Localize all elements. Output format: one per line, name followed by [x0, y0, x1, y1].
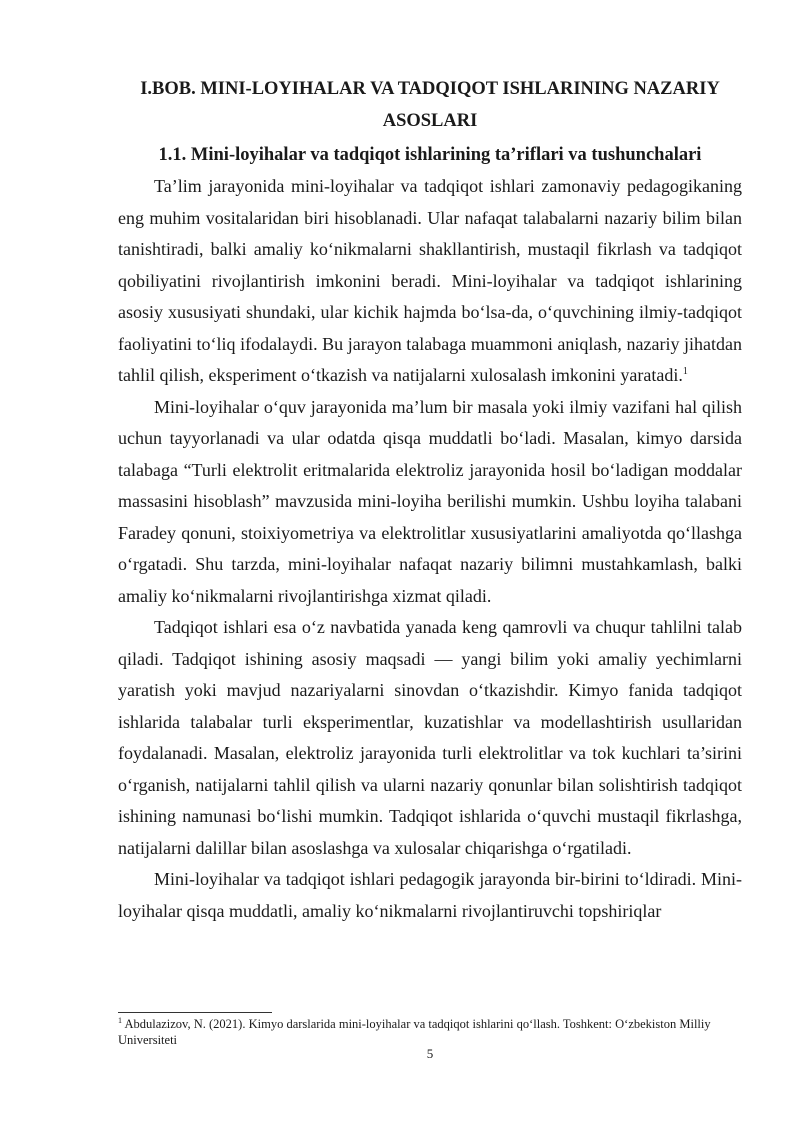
section-title: 1.1. Mini-loyihalar va tadqiqot ishlarining ta’riflari va tushunchalari	[158, 145, 702, 165]
body-text	[118, 171, 742, 927]
paragraph-3: Tadqiqot ishlari esa oʻz navbatida yanada keng qamrovli va chuqur tahlilni talab qiladi. Tadqiqot ishining asosiy maqsadi — yangi bilim yoki amaliy yechimlarni yaratish yoki mavjud nazariyalarni sinovdan oʻtkazishdir. Kimyo fanida tadqiqot ishlarida talabalar turli eksperimentlar, kuzatishlar va modellashtirish usullaridan foydalanadi. Masalan, elektroliz jarayonida turli elektrolitlar va tok kuchlari ta’sirini oʻrganish, natijalarni tahlil qilish va ularni nazariy qonunlar bilan solishtirish tadqiqot ishining namunasi boʻlishi mumkin. Tadqiqot ishlarida oʻquvchi mustaqil fikrlashga, natijalarni dalillar bilan asoslashga va xulosalar chiqarishga oʻrgatiladi.	[118, 617, 742, 858]
footnote-text: Abdulazizov, N. (2021). Kimyo darslarida mini-loyihalar va tadqiqot ishlarini qoʻllash. Toshkent: Oʻzbekiston Milliy Universiteti	[118, 1017, 711, 1047]
page-number: 5	[426, 1046, 434, 1061]
footnote-separator	[118, 1012, 272, 1013]
paragraph-4: Mini-loyihalar va tadqiqot ishlari pedagogik jarayonda bir-birini toʻldiradi. Mini-loyihalar qisqa muddatli, amaliy koʻnikmalarni rivojlantiruvchi topshiriqlar	[118, 869, 742, 921]
paragraph-2: Mini-loyihalar oʻquv jarayonida ma’lum bir masala yoki ilmiy vazifani hal qilish uchun tayyorlanadi va ular odatda qisqa muddatli boʻladi. Masalan, kimyo darsida talabaga “Turli elektrolit eritmalarida elektroliz jarayonida hosil boʻladigan moddalar massasini hisoblash” mavzusida mini-loyiha berilishi mumkin. Ushbu loyiha talabani Faradey qonuni, stoixiyometriya va elektrolitlar xususiyatlarini amaliyotda qoʻllashga oʻrgatadi. Shu tarzda, mini-loyihalar nafaqat nazariy bilimni mustahkamlash, balki amaliy koʻnikmalarni rivojlantirishga xizmat qiladi.	[118, 396, 742, 606]
paragraph-1	[118, 171, 742, 392]
footnote-reference[interactable]: 1	[682, 366, 688, 377]
paragraph-1-text: Ta’lim jarayonida mini-loyihalar va tadqiqot ishlari zamonaviy pedagogikaning eng muhim vositalaridan biri hisoblanadi. Ular nafaqat talabalarni nazariy bilim bilan tanishtiradi, balki amaliy koʻnikmalarni shakllantirish, mustaqil fikrlash va tadqiqot qobiliyatini rivojlantirish imkonini beradi. Mini-loyihalar va tadqiqot ishlarining asosiy xususiyati shundaki, ular kichik hajmda boʻlsa-da, oʻquvchining ilmiy-tadqiqot faoliyatini toʻliq ifodalaydi. Bu jarayon talabaga muammoni aniqlash, nazariy jihatdan tahlil qilish, eksperiment oʻtkazish va natijalarni xulosalash imkonini yaratadi.	[118, 176, 742, 385]
chapter-title: I.BOB. MINI-LOYIHALAR VA TADQIQOT ISHLARINING NAZARIY ASOSLARI	[140, 79, 720, 131]
footnote-number: 1	[118, 1016, 122, 1025]
footnote	[118, 1016, 742, 1048]
